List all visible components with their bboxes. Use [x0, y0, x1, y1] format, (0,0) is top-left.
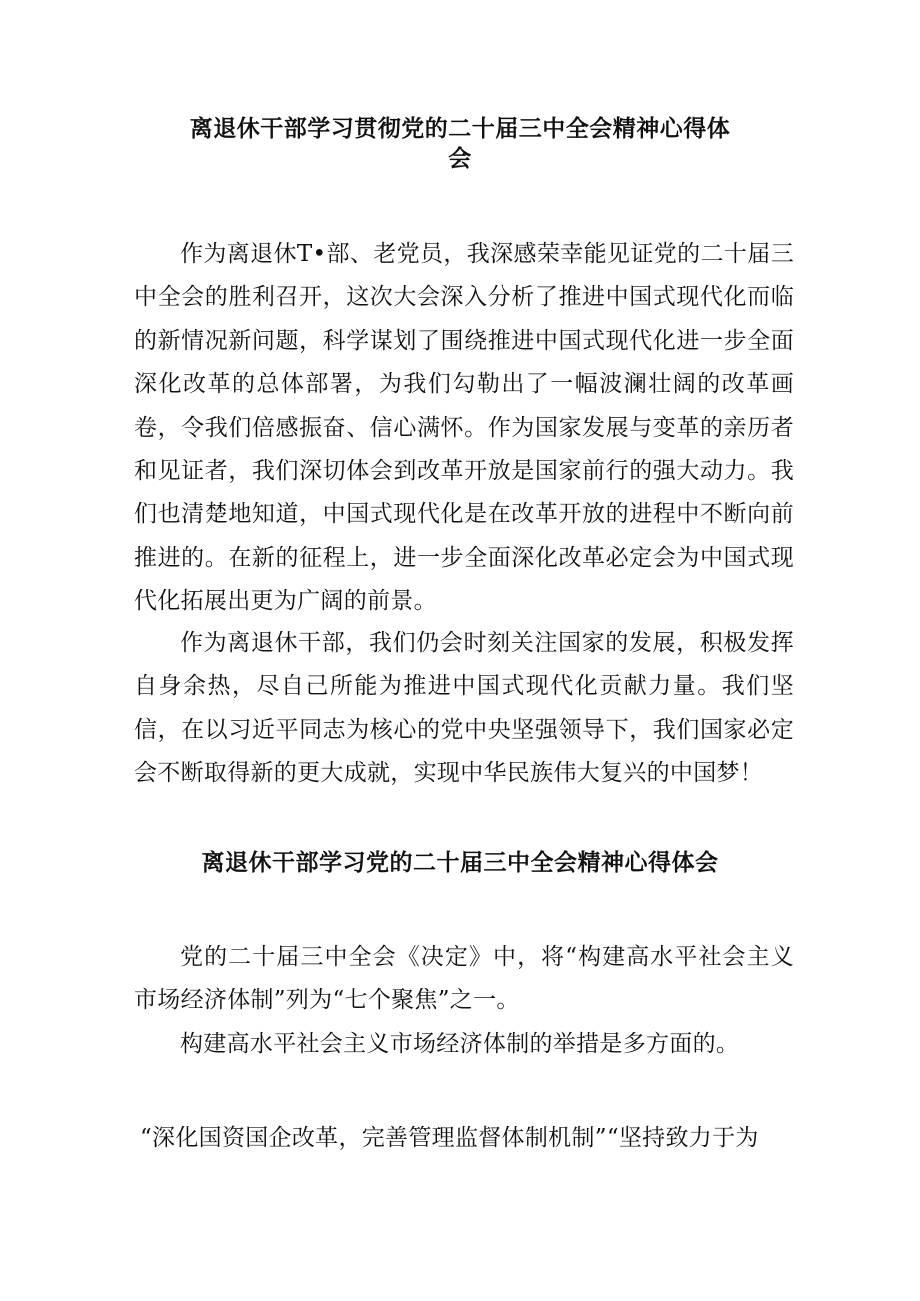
section1-title	[0, 114, 920, 174]
section2-paragraph-3: “深化国资国企改革，完善管理监督体制机制”“坚持致力于为	[140, 1125, 759, 1151]
section2-paragraph-1: 党的二十届三中全会《决定》中，将“构建高水平社会主义市场经济体制”列为“七个聚焦”之一。	[134, 944, 794, 1014]
section1-title-line2: 会	[448, 146, 472, 172]
section1-paragraph-1: 作为离退休T•部、老党员，我深感荣幸能见证党的二十届三中全会的胜利召开，这次大会深入分析了推进中国式现代化而临的新情况新问题，科学谋划了围绕推进中国式现代化进一步全面深化改革的总体部署，为我们勾勒出了一幅波澜壮阔的改革画卷，令我们倍感振奋、信心满怀。作为国家发展与变革的亲历者和见证者，我们深切体会到改革开放是国家前行的强大动力。我们也清楚地知道，中国式现代化是在改革开放的进程中不断向前推进的。在新的征程上，进一步全面深化改革必定会为中国式现代化拓展出更为广阔的前景。	[134, 241, 794, 615]
section2-title: 离退休干部学习党的二十届三中全会精神心得体会	[201, 850, 719, 876]
section1-title-line1: 离退休干部学习贯彻党的二十届三中全会精神心得体	[189, 116, 731, 142]
section2-paragraph-2: 构建高水平社会主义市场经济体制的举措是多方面的。	[180, 1031, 740, 1057]
section1-paragraph-2: 作为离退休干部，我们仍会时刻关注国家的发展，积极发挥自身余热，尽自己所能为推进中国式现代化贡献力量。我们坚信，在以习近平同志为核心的党中央坚强领导下，我们国家必定会不断取得新的更大成就，实现中华民族伟大复兴的中国梦！	[134, 630, 794, 787]
